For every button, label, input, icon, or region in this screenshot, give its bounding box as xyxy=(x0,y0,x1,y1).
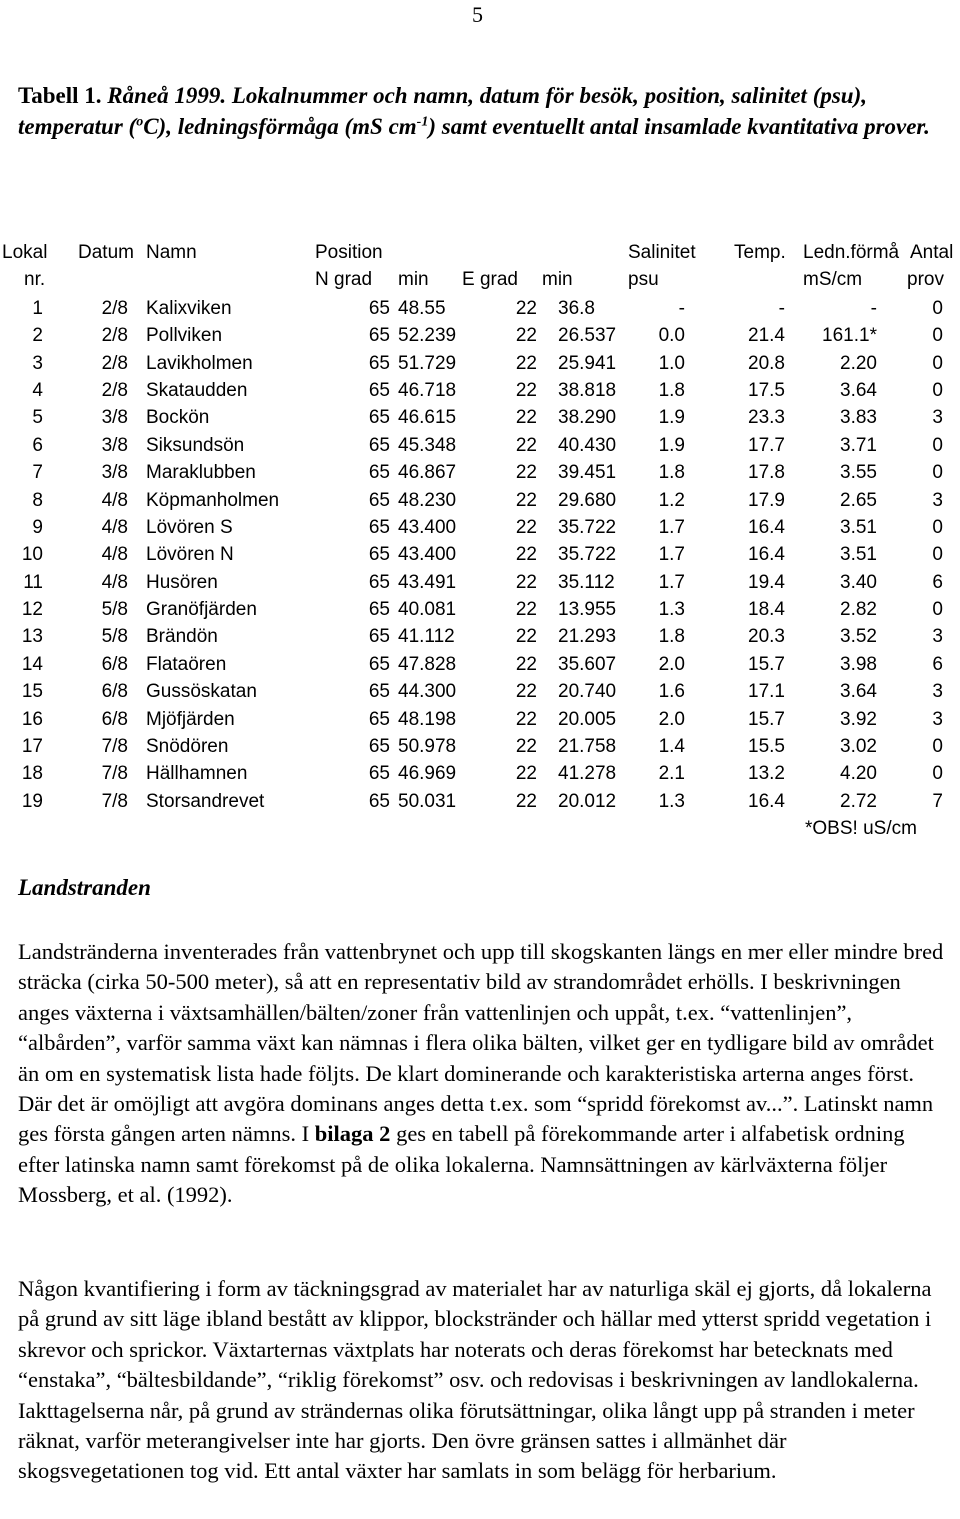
cell-temp: 16.4 xyxy=(748,790,785,812)
cell-n-grad: 65 xyxy=(368,407,390,429)
cell-n-grad: 65 xyxy=(368,571,390,593)
cell-n-grad: 65 xyxy=(368,544,390,566)
paragraph-1-text-b: ges en tabell på förekommande arter i alfabetisk ordning efter latinska namn samt förekomst på de olika lokalerna. Namnsättningen av kärlväxterna följer Mossberg, et al. (1992). xyxy=(18,1121,905,1208)
table-row xyxy=(0,295,960,322)
cell-nr: 6 xyxy=(32,434,43,456)
cell-e-min: 20.005 xyxy=(558,708,617,730)
cell-nr: 15 xyxy=(21,681,43,703)
section-heading: Landstranden xyxy=(18,875,151,900)
cell-e-min: 13.955 xyxy=(558,599,617,621)
header-ledn: Ledn.förmå xyxy=(803,242,900,263)
cell-n-grad: 65 xyxy=(368,516,390,538)
cell-e-min: 36.8 xyxy=(558,297,595,319)
cell-namn: Hällhamnen xyxy=(146,763,248,785)
cell-n-min: 48.198 xyxy=(398,708,457,730)
cell-salinitet: 1.8 xyxy=(658,626,685,648)
paragraph-1-bold: bilaga 2 xyxy=(314,1121,391,1147)
cell-e-grad: 22 xyxy=(515,653,537,675)
cell-namn: Flataören xyxy=(146,653,227,675)
cell-e-min: 20.740 xyxy=(558,681,617,703)
cell-datum: 2/8 xyxy=(101,325,128,347)
header-antal: Antal xyxy=(910,242,954,263)
cell-antal: 0 xyxy=(932,352,943,374)
cell-n-min: 52.239 xyxy=(398,325,457,347)
header-prov: prov xyxy=(907,269,944,291)
header-nr: nr. xyxy=(24,269,46,291)
cell-temp: 16.4 xyxy=(748,544,785,566)
table-row xyxy=(0,514,960,541)
cell-salinitet: 1.9 xyxy=(658,407,685,429)
table-row xyxy=(0,432,960,459)
cell-datum: 3/8 xyxy=(101,407,128,429)
cell-nr: 13 xyxy=(21,626,43,648)
cell-salinitet: 1.2 xyxy=(658,489,685,511)
cell-antal: 3 xyxy=(932,708,943,730)
cell-temp: 17.1 xyxy=(748,681,785,703)
cell-salinitet: 1.4 xyxy=(658,736,685,758)
cell-datum: 6/8 xyxy=(101,653,128,675)
cell-salinitet: 1.3 xyxy=(658,790,685,812)
table-footnote-row xyxy=(0,815,960,842)
cell-temp: 17.5 xyxy=(748,379,785,401)
cell-n-grad: 65 xyxy=(368,626,390,648)
cell-nr: 9 xyxy=(32,516,43,538)
cell-temp: 18.4 xyxy=(748,599,785,621)
cell-n-min: 48.55 xyxy=(398,297,446,319)
cell-namn: Snödören xyxy=(146,736,229,758)
cell-namn: Brändön xyxy=(146,626,218,648)
cell-e-min: 35.112 xyxy=(558,571,615,593)
table-row xyxy=(0,377,960,404)
table-row xyxy=(0,459,960,486)
cell-namn: Storsandrevet xyxy=(146,790,265,812)
cell-e-grad: 22 xyxy=(515,736,537,758)
cell-e-min: 26.537 xyxy=(558,325,617,347)
caption-text-c: ) samt eventuellt antal insamlade kvantitativa prover. xyxy=(428,114,930,139)
cell-ledn: 3.52 xyxy=(840,626,877,648)
table-header-row-1 xyxy=(0,240,960,267)
cell-namn: Granöfjärden xyxy=(146,599,257,621)
cell-datum: 7/8 xyxy=(101,763,128,785)
cell-n-grad: 65 xyxy=(368,352,390,374)
cell-ledn: 3.51 xyxy=(840,516,877,538)
cell-n-min: 46.718 xyxy=(398,379,457,401)
cell-datum: 6/8 xyxy=(101,708,128,730)
header-lokal: Lokal xyxy=(2,242,48,263)
cell-nr: 12 xyxy=(21,599,43,621)
cell-n-grad: 65 xyxy=(368,379,390,401)
cell-antal: 0 xyxy=(932,379,943,401)
cell-e-grad: 22 xyxy=(515,352,537,374)
table-row xyxy=(0,350,960,377)
cell-salinitet: 2.0 xyxy=(658,653,685,675)
cell-datum: 3/8 xyxy=(101,434,128,456)
cell-e-grad: 22 xyxy=(515,325,537,347)
cell-salinitet: 1.7 xyxy=(658,571,685,593)
cell-e-grad: 22 xyxy=(515,681,537,703)
table-header-row-2 xyxy=(0,267,960,294)
cell-e-min: 20.012 xyxy=(558,790,617,812)
cell-salinitet: 1.7 xyxy=(658,516,685,538)
cell-antal: 3 xyxy=(932,489,943,511)
cell-n-min: 44.300 xyxy=(398,681,457,703)
table-row xyxy=(0,541,960,568)
cell-nr: 19 xyxy=(21,790,43,812)
cell-nr: 14 xyxy=(21,653,43,675)
header-n-min: min xyxy=(398,269,429,291)
cell-salinitet: 0.0 xyxy=(658,325,685,347)
table-row xyxy=(0,404,960,431)
cell-n-grad: 65 xyxy=(368,325,390,347)
cell-namn: Kalixviken xyxy=(146,297,232,319)
table-row xyxy=(0,487,960,514)
cell-ledn: 3.98 xyxy=(840,653,877,675)
table-row xyxy=(0,733,960,760)
table-footnote: *OBS! uS/cm xyxy=(805,818,917,840)
cell-n-grad: 65 xyxy=(368,681,390,703)
table-row xyxy=(0,569,960,596)
cell-antal: 7 xyxy=(932,790,943,812)
table-caption xyxy=(18,80,938,142)
cell-datum: 7/8 xyxy=(101,790,128,812)
cell-antal: 0 xyxy=(932,297,943,319)
cell-datum: 6/8 xyxy=(101,681,128,703)
cell-e-grad: 22 xyxy=(515,571,537,593)
cell-e-grad: 22 xyxy=(515,297,537,319)
cell-namn: Maraklubben xyxy=(146,462,256,484)
cell-n-min: 43.400 xyxy=(398,516,457,538)
cell-antal: 0 xyxy=(932,434,943,456)
cell-datum: 2/8 xyxy=(101,379,128,401)
cell-n-min: 46.615 xyxy=(398,407,457,429)
cell-antal: 0 xyxy=(932,599,943,621)
cell-n-grad: 65 xyxy=(368,790,390,812)
cell-e-grad: 22 xyxy=(515,708,537,730)
paragraph-2: Någon kvantifiering i form av täckningsgrad av materialet har av naturliga skäl ej gjorts, då lokalerna på grund av sitt läge ibland bestått av klippor, blockstränder och hällar med ytterst spridd vegetation i skrevor och sprickor. Växtarternas växtplats har noterats och deras förekomst har betecknats med “enstaka”, “bältesbildande”, “riklig förekomst” osv. och redovisas i beskrivningen av landlokalerna. Iakttagelserna når, på grund av strändernas olika förutsättningar, olika långt upp på stranden i meter räknat, varför meterangivelser inte har gjorts. Den övre gränsen sattes i allmänhet där skogsvegetationen tog vid. Ett antal växter har samlats in som belägg för herbarium. xyxy=(18,1276,932,1484)
cell-n-grad: 65 xyxy=(368,653,390,675)
cell-ledn: 2.65 xyxy=(840,489,877,511)
table-row xyxy=(0,678,960,705)
cell-e-grad: 22 xyxy=(515,516,537,538)
cell-n-grad: 65 xyxy=(368,434,390,456)
cell-e-grad: 22 xyxy=(515,599,537,621)
cell-salinitet: - xyxy=(678,297,685,319)
cell-ledn: 3.51 xyxy=(840,544,877,566)
cell-nr: 8 xyxy=(32,489,43,511)
cell-n-grad: 65 xyxy=(368,489,390,511)
cell-nr: 5 xyxy=(32,407,43,429)
cell-salinitet: 1.9 xyxy=(658,434,685,456)
cell-namn: Skataudden xyxy=(146,379,248,401)
cell-nr: 18 xyxy=(21,763,43,785)
cell-namn: Bockön xyxy=(146,407,210,429)
cell-ledn: 3.71 xyxy=(840,434,877,456)
table-row xyxy=(0,760,960,787)
cell-namn: Köpmanholmen xyxy=(146,489,280,511)
table-row xyxy=(0,706,960,733)
table-row xyxy=(0,623,960,650)
cell-ledn: 2.20 xyxy=(840,352,877,374)
cell-ledn: - xyxy=(870,297,877,319)
cell-temp: 15.7 xyxy=(748,653,785,675)
caption-text-b: C), ledningsförmåga (mS cm xyxy=(143,114,417,139)
cell-salinitet: 1.7 xyxy=(658,544,685,566)
header-datum: Datum xyxy=(78,242,134,263)
cell-antal: 0 xyxy=(932,763,943,785)
cell-e-grad: 22 xyxy=(515,626,537,648)
cell-salinitet: 1.8 xyxy=(658,462,685,484)
cell-e-min: 21.293 xyxy=(558,626,617,648)
header-n-grad: N grad xyxy=(315,269,373,291)
cell-datum: 4/8 xyxy=(101,516,128,538)
cell-nr: 2 xyxy=(32,325,43,347)
cell-e-min: 21.758 xyxy=(558,736,617,758)
cell-datum: 7/8 xyxy=(101,736,128,758)
cell-n-min: 46.969 xyxy=(398,763,457,785)
cell-n-grad: 65 xyxy=(368,736,390,758)
cell-n-min: 40.081 xyxy=(398,599,457,621)
cell-nr: 16 xyxy=(21,708,43,730)
cell-temp: 15.7 xyxy=(748,708,785,730)
cell-antal: 6 xyxy=(932,653,943,675)
cell-temp: 16.4 xyxy=(748,516,785,538)
cell-antal: 0 xyxy=(932,516,943,538)
cell-n-min: 50.031 xyxy=(398,790,457,812)
cell-e-min: 35.607 xyxy=(558,653,617,675)
cell-ledn: 4.20 xyxy=(840,763,877,785)
cell-salinitet: 2.1 xyxy=(658,763,685,785)
cell-salinitet: 1.3 xyxy=(658,599,685,621)
cell-e-grad: 22 xyxy=(515,763,537,785)
table-row xyxy=(0,651,960,678)
table-row xyxy=(0,596,960,623)
cell-nr: 7 xyxy=(32,462,43,484)
cell-ledn: 3.64 xyxy=(840,379,877,401)
header-e-grad: E grad xyxy=(462,269,518,291)
cell-e-grad: 22 xyxy=(515,489,537,511)
cell-e-grad: 22 xyxy=(515,462,537,484)
cell-nr: 11 xyxy=(23,571,43,593)
cell-n-min: 43.400 xyxy=(398,544,457,566)
paragraph-1-text-a: Landstränderna inventerades från vattenbrynet och upp till skogskanten längs en mer eller mindre bred sträcka (cirka 50-500 meter), så att en representativ bild av strandområdet erhölls. I beskrivningen anges växterna i växtsamhällen/bälten/zoner från vattenlinjen och uppåt, t.ex. “vattenlinjen”, “albården”, varför samma växt kan nämnas i flera olika bälten, vilket ger en tydligare bild av området än om en systematisk lista hade följts. De klart dominerande och karakteristiska arterna anges först. Där det är omöjligt att avgöra dominans anges detta t.ex. som “spridd förekomst av...”. Latinskt namn ges första gången arten nämns. I xyxy=(18,939,944,1147)
cell-temp: 17.7 xyxy=(748,434,785,456)
cell-datum: 2/8 xyxy=(101,352,128,374)
cell-e-min: 38.818 xyxy=(558,379,617,401)
cell-e-grad: 22 xyxy=(515,407,537,429)
cell-salinitet: 1.0 xyxy=(658,352,685,374)
cell-datum: 3/8 xyxy=(101,462,128,484)
cell-datum: 4/8 xyxy=(101,489,128,511)
cell-namn: Gussöskatan xyxy=(146,681,257,703)
cell-namn: Mjöfjärden xyxy=(146,708,235,730)
cell-namn: Pollviken xyxy=(146,325,223,347)
table-row xyxy=(0,788,960,815)
table-row xyxy=(0,322,960,349)
cell-e-min: 38.290 xyxy=(558,407,617,429)
cell-ledn: 3.64 xyxy=(840,681,877,703)
cell-ledn: 161.1* xyxy=(822,325,877,347)
cell-namn: Siksundsön xyxy=(146,434,245,456)
cell-e-grad: 22 xyxy=(515,790,537,812)
cell-antal: 0 xyxy=(932,544,943,566)
cell-antal: 6 xyxy=(932,571,943,593)
cell-datum: 5/8 xyxy=(101,626,128,648)
cell-e-min: 25.941 xyxy=(558,352,617,374)
cell-nr: 1 xyxy=(32,297,43,319)
header-position: Position xyxy=(315,242,383,263)
cell-ledn: 2.82 xyxy=(840,599,877,621)
table-body xyxy=(0,295,960,815)
cell-datum: 5/8 xyxy=(101,599,128,621)
cell-namn: Husören xyxy=(146,571,218,593)
cell-temp: 13.2 xyxy=(748,763,785,785)
cell-namn: Lövören S xyxy=(146,516,233,538)
header-ms-cm: mS/cm xyxy=(803,269,863,291)
cell-antal: 0 xyxy=(932,325,943,347)
cell-ledn: 3.83 xyxy=(840,407,877,429)
cell-n-min: 43.491 xyxy=(398,571,457,593)
cell-temp: 20.3 xyxy=(748,626,785,648)
header-temp: Temp. xyxy=(734,242,786,263)
cell-n-min: 48.230 xyxy=(398,489,457,511)
cell-n-grad: 65 xyxy=(368,297,390,319)
cell-n-min: 46.867 xyxy=(398,462,457,484)
cell-e-min: 39.451 xyxy=(558,462,617,484)
cell-temp: 17.8 xyxy=(748,462,785,484)
caption-text-a: Råneå 1999. Lokalnummer och namn, datum för besök, position, salinitet (psu), temperatur ( xyxy=(18,83,868,139)
cell-nr: 4 xyxy=(32,379,43,401)
cell-temp: 19.4 xyxy=(748,571,785,593)
cell-salinitet: 2.0 xyxy=(658,708,685,730)
cell-n-min: 50.978 xyxy=(398,736,457,758)
cell-datum: 4/8 xyxy=(101,544,128,566)
cell-temp: 20.8 xyxy=(748,352,785,374)
header-namn: Namn xyxy=(146,242,197,263)
cell-n-min: 51.729 xyxy=(398,352,457,374)
cell-e-min: 35.722 xyxy=(558,544,617,566)
cell-temp: 21.4 xyxy=(748,325,785,347)
cell-e-min: 41.278 xyxy=(558,763,617,785)
cell-nr: 3 xyxy=(32,352,43,374)
cell-ledn: 3.40 xyxy=(840,571,877,593)
caption-label: Tabell 1. xyxy=(18,83,108,108)
data-table xyxy=(0,240,960,843)
cell-antal: 0 xyxy=(932,462,943,484)
cell-datum: 2/8 xyxy=(101,297,128,319)
cell-ledn: 2.72 xyxy=(840,790,877,812)
cell-temp: 15.5 xyxy=(748,736,785,758)
cell-temp: 17.9 xyxy=(748,489,785,511)
caption-sup-exponent: -1 xyxy=(416,114,429,130)
cell-datum: 4/8 xyxy=(101,571,128,593)
cell-salinitet: 1.6 xyxy=(658,681,685,703)
cell-antal: 3 xyxy=(932,407,943,429)
cell-e-grad: 22 xyxy=(515,434,537,456)
cell-antal: 0 xyxy=(932,736,943,758)
cell-nr: 17 xyxy=(21,736,43,758)
cell-e-min: 40.430 xyxy=(558,434,617,456)
cell-n-grad: 65 xyxy=(368,462,390,484)
cell-temp: - xyxy=(778,297,785,319)
cell-antal: 3 xyxy=(932,681,943,703)
cell-n-min: 47.828 xyxy=(398,653,457,675)
cell-n-grad: 65 xyxy=(368,763,390,785)
cell-ledn: 3.55 xyxy=(840,462,877,484)
paragraph-1 xyxy=(18,937,948,1211)
cell-antal: 3 xyxy=(932,626,943,648)
header-salinitet: Salinitet xyxy=(628,242,696,263)
cell-n-min: 41.112 xyxy=(398,626,455,648)
cell-e-min: 29.680 xyxy=(558,489,617,511)
cell-nr: 10 xyxy=(21,544,43,566)
header-e-min: min xyxy=(542,269,573,291)
cell-n-min: 45.348 xyxy=(398,434,457,456)
header-psu: psu xyxy=(628,269,659,291)
cell-n-grad: 65 xyxy=(368,708,390,730)
cell-namn: Lövören N xyxy=(146,544,234,566)
cell-e-grad: 22 xyxy=(515,379,537,401)
cell-e-grad: 22 xyxy=(515,544,537,566)
cell-temp: 23.3 xyxy=(748,407,785,429)
cell-namn: Lavikholmen xyxy=(146,352,253,374)
cell-ledn: 3.02 xyxy=(840,736,877,758)
cell-salinitet: 1.8 xyxy=(658,379,685,401)
page-number: 5 xyxy=(472,2,483,27)
caption-sup-degree: o xyxy=(136,114,144,130)
cell-ledn: 3.92 xyxy=(840,708,877,730)
cell-n-grad: 65 xyxy=(368,599,390,621)
cell-e-min: 35.722 xyxy=(558,516,617,538)
